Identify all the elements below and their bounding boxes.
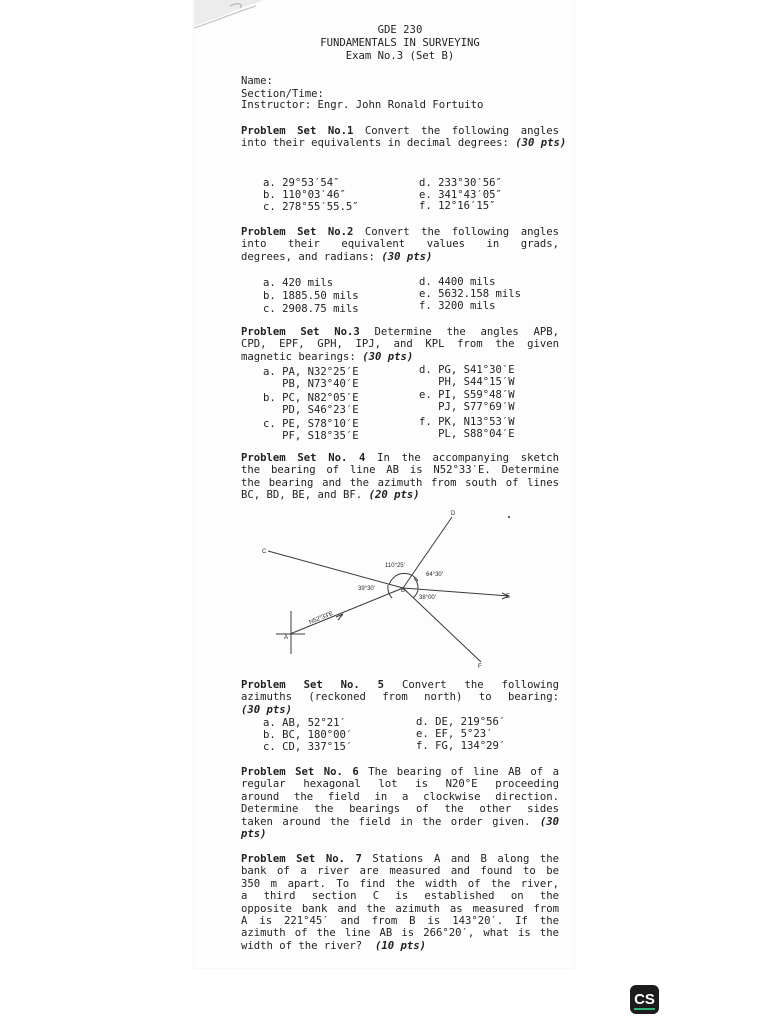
problem-5-item: f. FG, 134°29′ [416,740,506,752]
problem-7-points: (10 pts) [374,939,426,952]
problem-3-item: b. PC, N82°05′E [263,392,359,404]
problem-3-item: PF, S18°35′E [263,430,359,442]
problem-2-label: Problem Set No.2 [241,226,354,238]
problem-1-item: c. 278°55′55.5″ [263,201,359,213]
problem-3-label: Problem Set No.3 [241,326,360,338]
exam-title: Exam No.3 (Set B) [345,50,455,62]
problem-3-item: PJ, S77°69′W [419,401,515,413]
problem-2-item: b. 1885.50 mils [263,290,359,302]
problem-4-label: Problem Set No. 4 [241,452,366,464]
problem-3-item: c. PE, S78°10′E [263,418,359,430]
problem-2-item: d. 4400 mils [419,276,496,288]
instructor-line: Instructor: Engr. John Ronald Fortuito [241,99,484,111]
angle-label-110: 110°25′ [385,563,405,569]
problem-3-item: e. PI, S59°48′W [419,389,515,401]
problem-7-text: Problem Set No. 7 Stations A and B along the bank of a river are measured and found to be 350 m apart. To find the width of the river, a third section C is established on the opposite bank and the azimuth as measured from A is 221°45′ and from B is 143°20′. If the azimuth of the line AB is 266°20′, what is the width of the river? (10 pts) [241,853,559,952]
dot-top-right [508,516,510,518]
problem-4-text: Problem Set No. 4 In the accompanying sketch the bearing of line AB is N52°33′E. Determine the bearing and the azimuth from south of lines BC, BD, BE, and BF. (20 pts) [241,452,559,502]
problem-5-points: (30 pts) [241,703,293,716]
problem-3-item: PL, S88°04′E [419,428,515,440]
line-ab [290,588,406,634]
label-a: A [284,635,289,641]
section-field-label: Section/Time: [241,88,324,100]
problem-5-text: Problem Set No. 5 Convert the following azimuths (reckoned from north) to bearing: (30 pts) [241,679,559,716]
problem-1-item: a. 29°53′54″ [263,177,340,189]
problem-2-points: (30 pts) [381,250,433,263]
problem-2-item: f. 3200 mils [419,300,496,312]
problem-2-item: c. 2908.75 mils [263,303,359,315]
angle-arc-left [388,585,392,598]
problem-1-label: Problem Set No.1 [241,125,354,137]
problem-5-item: e. EF, 5°23′ [416,728,493,740]
label-c: C [262,549,267,555]
name-field-label: Name: [241,75,273,87]
bearing-label-ab: N52°33′E [308,610,335,626]
problem-3-item: f. PK, N13°53′W [419,416,515,428]
problem-6-points-cont: pts) [241,828,267,840]
angle-arc-low [413,590,418,598]
angle-label-38: 38°00′ [419,595,436,601]
label-b: B [401,588,406,594]
course-code: GDE 230 [377,24,423,36]
problem-3-item: PD, S46°23′E [263,404,359,416]
problem-1-item: f. 12°16′15″ [419,200,496,212]
problem-5-item: b. BC, 180°00′ [263,729,353,741]
problem-2-text: Problem Set No.2 Convert the following angles into their equivalent values in grads, degrees, and radians: (30 pts) [241,226,559,263]
line-bc [268,551,403,588]
problem-6-label: Problem Set No. 6 [241,766,359,778]
problem-1-item: b. 110°03′46″ [263,189,346,201]
label-d: D [451,511,456,517]
problem-1-item: e. 341°43′05″ [419,189,502,201]
problem-6-text: Problem Set No. 6 The bearing of line AB of a regular hexagonal lot is N20°E proceeding around the field in a clockwise direction. Determine the bearings of the other sides taken around the field in the order given. (30 [241,766,559,828]
problem-2-item: e. 5632.158 mils [419,288,522,300]
problem-2-item: a. 420 mils [263,277,334,289]
problem-3-item: PH, S44°15′W [419,376,515,388]
angle-arc-top [389,573,418,585]
label-e: E [506,594,511,600]
angle-label-64: 64°30′ [426,572,443,578]
problem-3-text: Problem Set No.3 Determine the angles APB, CPD, EPF, GPH, IPJ, and KPL from the given magnetic bearings: (30 pts) [241,326,559,363]
problem-5-label: Problem Set No. 5 [241,679,385,691]
problem-1-points: (30 pts) [515,137,567,150]
problem-5-item: a. AB, 52°21′ [263,717,346,729]
problem-6-points: (30 [539,815,559,828]
problem-3-item: a. PA, N32°25′E [263,366,359,378]
label-f: F [478,664,482,670]
problem-4-points: (20 pts) [368,489,420,502]
line-bf [403,588,481,662]
problem-1-item: d. 233°30′56″ [419,177,502,189]
problem-7-label: Problem Set No. 7 [241,853,362,865]
problem-1-text: Problem Set No.1 Convert the following angles into their equivalents in decimal degrees: (30 pts) [241,125,567,150]
course-title: FUNDAMENTALS IN SURVEYING [320,37,480,49]
problem-3-item: PB, N73°40′E [263,378,359,390]
problem-5-item: d. DE, 219°56′ [416,716,506,728]
angle-label-39: 39°30′ [358,586,375,592]
problem-3-points: (30 pts) [362,350,414,363]
camscanner-badge-icon: CS [630,985,659,1014]
problem-5-item: c. CD, 337°15′ [263,741,353,753]
problem-3-item: d. PG, S41°30′E [419,364,515,376]
